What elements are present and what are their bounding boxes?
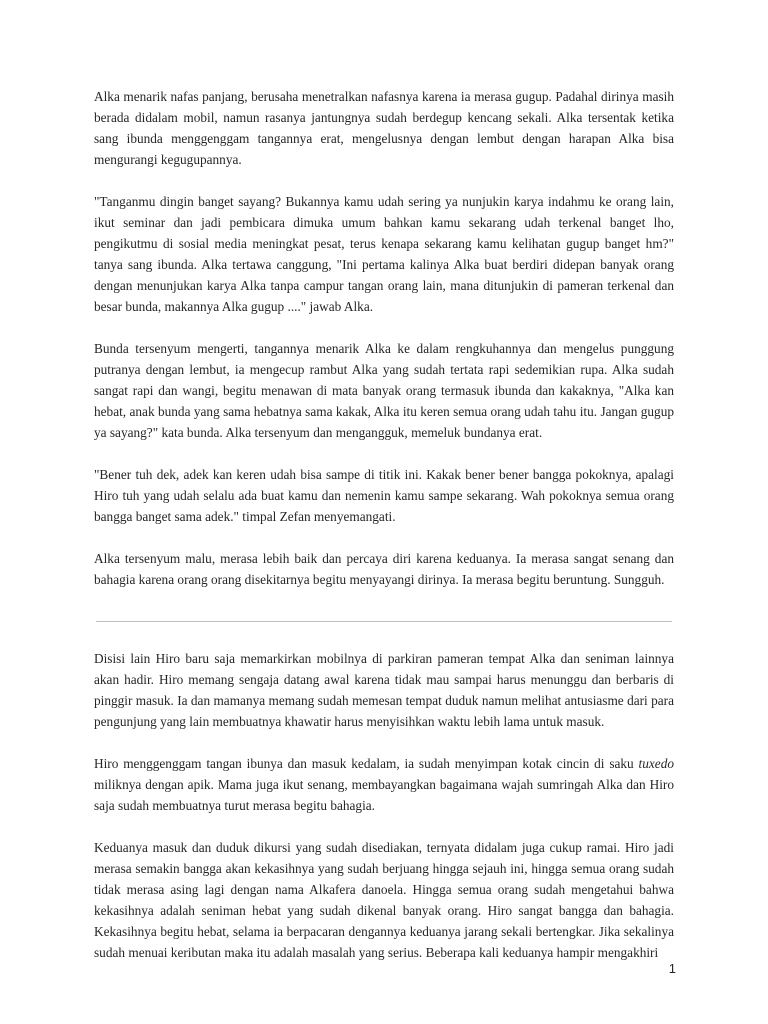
italic-term: tuxedo — [638, 756, 674, 771]
paragraph: Alka tersenyum malu, merasa lebih baik dan percaya diri karena keduanya. Ia merasa sangat senang dan bahagia karena orang orang disekitarnya begitu menyayangi dirinya. Ia merasa begitu beruntung. Sungguh. — [94, 551, 674, 587]
document-body — [94, 86, 674, 984]
paragraph: Keduanya masuk dan duduk dikursi yang sudah disediakan, ternyata didalam juga cukup ramai. Hiro jadi merasa semakin bangga akan kekasihnya yang sudah berjuang hingga sejauh ini, hingga semua orang sudah tidak merasa asing lagi dengan nama Alkafera danoela. Hingga semua orang sudah mengetahui bahwa kekasihnya adalah seniman hebat yang sudah dikenal banyak orang. Hiro sangat bangga dan bahagia. Kekasihnya begitu hebat, selama ia berpacaran dengannya keduanya jarang sekali bertengkar. Jika sekalinya sudah menuai keributan maka itu adalah masalah yang serius. Beberapa kali keduanya hampir mengakhiri — [94, 840, 674, 960]
page-number: 1 — [668, 961, 676, 976]
paragraph: "Tanganmu dingin banget sayang? Bukannya kamu udah sering ya nunjukin karya indahmu ke orang lain, ikut seminar dan jadi pembicara dimuka umum bahkan kamu sekarang udah terkenal banget lho, pengikutmu di sosial media meningkat pesat, terus kenapa sekarang kamu kelihatan gugup banget hm?" tanya sang ibunda. Alka tertawa canggung, "Ini pertama kalinya Alka buat berdiri didepan banyak orang dengan menunjukan karya Alka tanpa campur tangan orang lain, mana ditunjukin di pameran terkenal dan besar bunda, makannya Alka gugup ...." jawab Alka. — [94, 194, 674, 314]
section-divider — [96, 621, 672, 622]
paragraph-text: miliknya dengan apik. Mama juga ikut senang, membayangkan bagaimana wajah sumringah Alka dan Hiro saja sudah membuatnya turut merasa begitu bahagia. — [94, 777, 674, 813]
paragraph: Disisi lain Hiro baru saja memarkirkan mobilnya di parkiran pameran tempat Alka dan seniman lainnya akan hadir. Hiro memang sengaja datang awal karena tidak mau sampai harus menunggu dan berbaris di pinggir masuk. Ia dan mamanya memang sudah memesan tempat duduk namun melihat antusiasme dari para pengunjung yang lain membuatnya khawatir harus menyisihkan waktu lebih lama untuk masuk. — [94, 651, 674, 729]
paragraph: Bunda tersenyum mengerti, tangannya menarik Alka ke dalam rengkuhannya dan mengelus punggung putranya dengan lembut, ia mengecup rambut Alka yang sudah tertata rapi sedemikian rupa. Alka sudah sangat rapi dan wangi, begitu menawan di mata banyak orang termasuk ibunda dan kakaknya, "Alka kan hebat, anak bunda yang sama hebatnya sama kakak, Alka itu keren semua orang udah tahu itu. Jangan gugup ya sayang?" kata bunda. Alka tersenyum dan mengangguk, memeluk bundanya erat. — [94, 341, 674, 440]
paragraph — [94, 753, 674, 816]
paragraph: Alka menarik nafas panjang, berusaha menetralkan nafasnya karena ia merasa gugup. Padahal dirinya masih berada didalam mobil, namun rasanya jantungnya sudah berdegup kencang sekali. Alka tersentak ketika sang ibunda menggenggam tangannya erat, mengelusnya dengan lembut dengan harapan Alka bisa mengurangi kegugupannya. — [94, 89, 674, 167]
paragraph: "Bener tuh dek, adek kan keren udah bisa sampe di titik ini. Kakak bener bener bangga pokoknya, apalagi Hiro tuh yang udah selalu ada buat kamu dan nemenin kamu sampe sekarang. Wah pokoknya semua orang bangga banget sama adek." timpal Zefan menyemangati. — [94, 467, 674, 524]
paragraph-text: Hiro menggenggam tangan ibunya dan masuk kedalam, ia sudah menyimpan kotak cincin di saku — [94, 756, 639, 771]
